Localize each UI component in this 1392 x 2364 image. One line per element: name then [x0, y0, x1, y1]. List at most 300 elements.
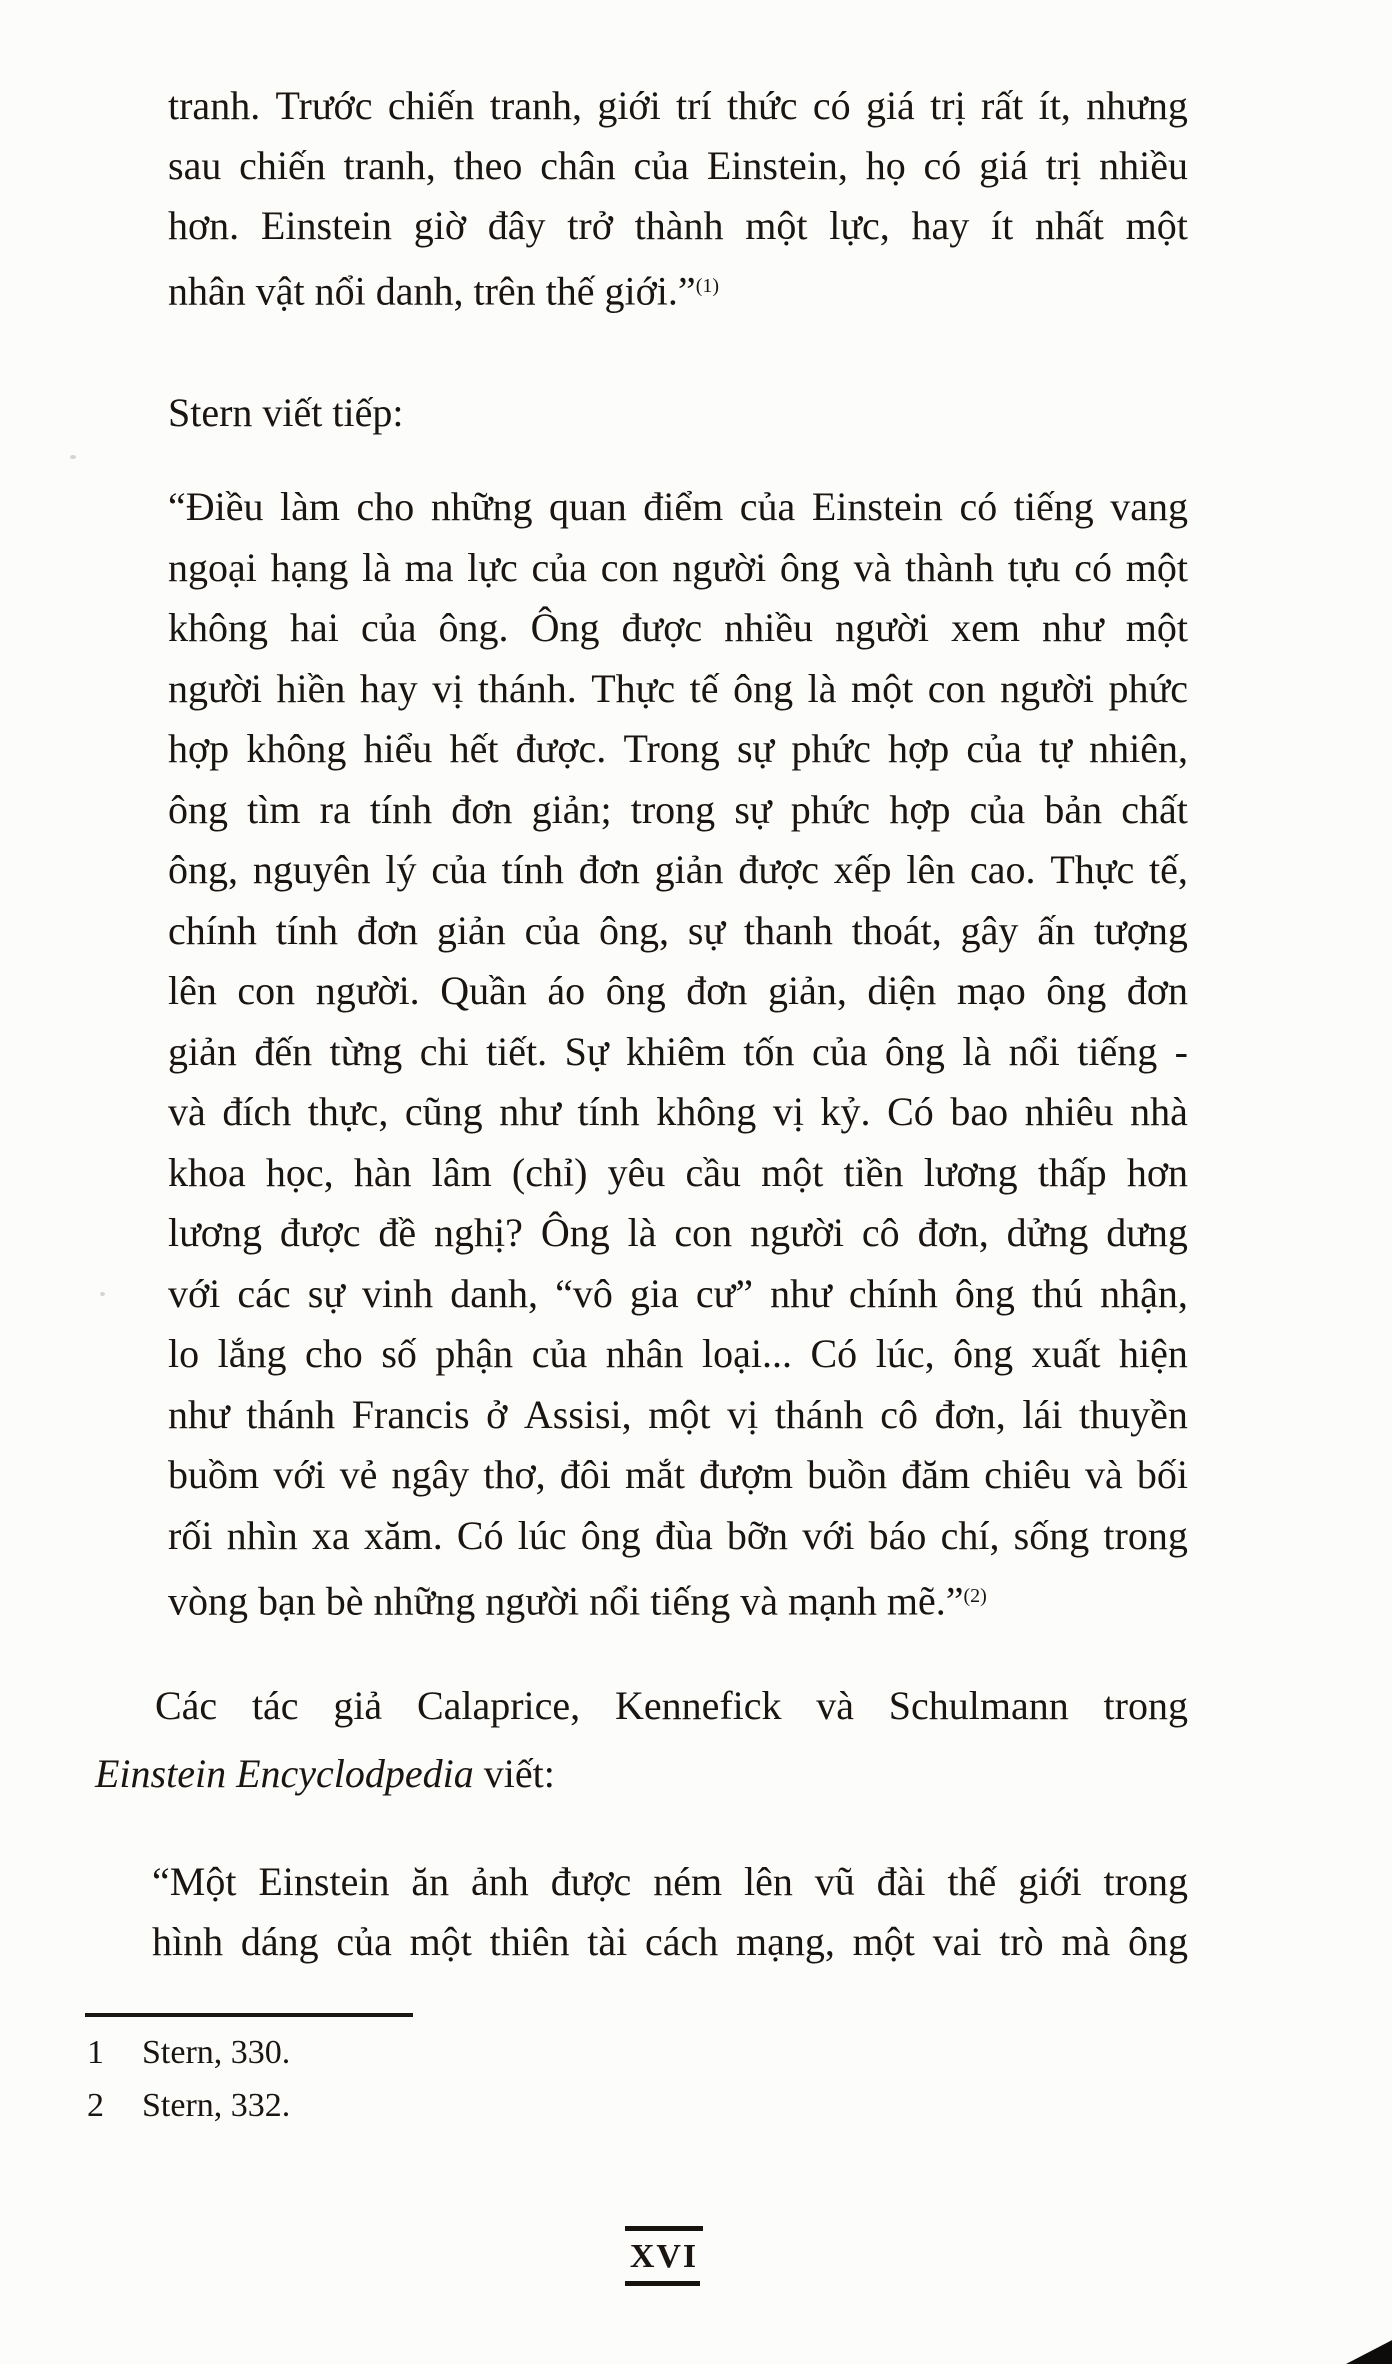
page-number-block [625, 2226, 703, 2286]
word: người [750, 1210, 845, 1255]
word: sự [687, 907, 726, 953]
text-line [168, 477, 1188, 538]
word: là [962, 1028, 992, 1074]
word: danh, [450, 1270, 538, 1316]
text-line [168, 383, 1188, 443]
footnote-text: Stern, 332. [142, 2087, 291, 2124]
word: con [927, 665, 986, 711]
word: quan [549, 484, 627, 529]
scan-speck [100, 1292, 105, 1296]
word: của [524, 907, 581, 953]
word: vinh [362, 1270, 434, 1316]
word: chân [540, 143, 616, 188]
scan-speck [70, 455, 76, 459]
word: lực [467, 544, 518, 590]
word: có [812, 83, 851, 128]
word: một [409, 1919, 472, 1964]
word: sự [736, 726, 775, 771]
word: cho [356, 484, 415, 529]
word: như [770, 1270, 832, 1316]
word: Có [456, 1512, 504, 1558]
word: vang [1110, 484, 1188, 529]
word: một [851, 665, 914, 711]
word: tranh, [489, 83, 582, 128]
word: lương [168, 1210, 262, 1255]
word: ngoại [168, 544, 257, 590]
word: rất [981, 83, 1024, 128]
word: đượm [699, 1452, 794, 1497]
word: Einstein [260, 203, 392, 248]
text-segment: Einstein Encyclodpedia [95, 1751, 474, 1796]
text-line [168, 1385, 1188, 1446]
word: của [966, 726, 1022, 771]
word: ông [168, 786, 228, 832]
word: Quần [440, 968, 527, 1013]
word: ảnh [471, 1859, 529, 1904]
word: của [739, 484, 796, 529]
text-line [168, 1445, 1188, 1506]
word: chiêu [984, 1452, 1071, 1497]
word: một [852, 1919, 915, 1964]
word: mạng, [736, 1919, 835, 1964]
word: Schulmann [888, 1683, 1069, 1728]
text-line [168, 840, 1188, 901]
word: gây [960, 907, 1019, 953]
word: một [1125, 544, 1188, 590]
word: được [279, 1210, 361, 1255]
text-segment: vòng bạn bè những người nổi tiếng và mạnh mẽ.” [168, 1578, 964, 1624]
word: Các [155, 1683, 218, 1728]
word: như [168, 1391, 230, 1437]
footnote [87, 2026, 787, 2079]
word: ma [404, 544, 454, 590]
word: ông [779, 544, 840, 590]
word: hợp [889, 786, 951, 832]
footnote-marker: (2) [963, 1585, 987, 1607]
word: con [674, 1210, 733, 1255]
word: thánh [246, 1391, 336, 1437]
word: đơn [451, 786, 513, 832]
word: là [807, 665, 837, 711]
word: và [1084, 1452, 1123, 1497]
word: dáng [240, 1919, 319, 1964]
word: và [853, 544, 892, 590]
word: thành [905, 544, 994, 590]
word: buồm [168, 1452, 260, 1497]
word: loại... [702, 1331, 792, 1376]
word: ra [319, 786, 351, 832]
word: “vô [555, 1270, 613, 1316]
word: ông, [599, 907, 670, 953]
word: vị [772, 1089, 804, 1134]
word: con [600, 544, 659, 590]
word: được. [515, 726, 607, 771]
word: hay [911, 203, 970, 248]
word: trong [1103, 1512, 1188, 1558]
word: đây [487, 203, 546, 248]
text-line [168, 1022, 1188, 1083]
word: Có [887, 1089, 934, 1134]
word: bản [1044, 786, 1103, 832]
word: trong [1103, 1683, 1188, 1728]
word: mà [1061, 1919, 1111, 1964]
word: nhận, [1100, 1270, 1188, 1316]
word: nhiều [724, 605, 814, 650]
page-number: XVI [629, 2238, 699, 2275]
word: Assisi, [523, 1391, 632, 1437]
word: mạo [956, 968, 1026, 1013]
word: mắt [624, 1452, 685, 1497]
footnote-marker: (1) [695, 275, 720, 297]
word: Einstein [258, 1859, 390, 1904]
word: người [835, 605, 930, 650]
word: giản [436, 907, 506, 953]
word: hình [152, 1919, 224, 1964]
word: của [969, 786, 1026, 832]
word: Kennefick [614, 1683, 782, 1728]
paragraph-authors [95, 1672, 1188, 1808]
word: dửng [1006, 1210, 1089, 1255]
word: một [1125, 605, 1188, 650]
text-line [168, 76, 1188, 136]
word: phức [791, 726, 871, 771]
word: hàn [353, 1149, 412, 1195]
text-segment: nhân vật nổi danh, trên thế giới.” [168, 268, 696, 314]
word: ông [1046, 968, 1107, 1013]
word: xếp [833, 847, 892, 892]
word: các [237, 1270, 291, 1316]
word: Sự [564, 1028, 609, 1074]
word: vũ [814, 1859, 855, 1904]
word: “Điều [168, 484, 264, 529]
paragraph-stern-intro [168, 383, 1188, 443]
word: đài [876, 1859, 926, 1904]
word: đề [378, 1210, 417, 1255]
word: xa [311, 1512, 350, 1558]
text-line [168, 1264, 1188, 1325]
text-line [168, 1082, 1188, 1143]
word: tế, [1149, 847, 1188, 892]
word: ít [991, 203, 1014, 248]
word: tính [275, 907, 338, 953]
word: vẻ [339, 1452, 378, 1497]
word: Thực [1050, 847, 1135, 892]
word: tốn [743, 1028, 795, 1074]
word: Trong [623, 726, 720, 771]
word: thơ, [483, 1452, 546, 1497]
word: Thực [591, 665, 676, 711]
text-line [168, 538, 1188, 599]
word: giới [597, 83, 661, 128]
word: giá [979, 143, 1028, 188]
word: giản [168, 1028, 237, 1074]
word: thuyền [1078, 1391, 1188, 1437]
text-line [168, 780, 1188, 841]
word: phức [790, 786, 871, 832]
word: tranh. [168, 83, 261, 128]
paragraph-quote-continuation [168, 76, 1188, 316]
word: vị [727, 1391, 759, 1437]
word: nhìn [226, 1512, 298, 1558]
word: trị [930, 83, 966, 128]
word: tính [501, 847, 564, 892]
word: lực, [829, 203, 890, 248]
folio-rule-bottom [625, 2281, 700, 2286]
text-line [168, 196, 1188, 256]
word: sau [168, 143, 222, 188]
word: đơn [686, 968, 748, 1013]
word: hết [449, 726, 499, 771]
word: ít, [1038, 83, 1071, 128]
word: thánh. [477, 665, 577, 711]
word: xem [951, 605, 1020, 650]
word: kỷ. [820, 1089, 871, 1134]
word: đến [254, 1028, 313, 1074]
word: của [431, 847, 487, 892]
word: giản; [531, 786, 612, 832]
word: đích [222, 1089, 292, 1134]
word: sống [1013, 1512, 1090, 1558]
word: nghị? [434, 1210, 523, 1255]
text-line [168, 1143, 1188, 1204]
word: với [168, 1270, 221, 1316]
word: như [1042, 605, 1104, 650]
word: cao. [970, 847, 1036, 892]
word: buồn [807, 1452, 888, 1497]
word: con [237, 968, 296, 1013]
word: ấn [1037, 907, 1076, 953]
word: trí [676, 83, 712, 128]
word: hơn [1126, 1149, 1188, 1195]
word: tượng [1093, 907, 1188, 953]
word: cách [645, 1919, 719, 1964]
word: của [531, 1331, 588, 1376]
word: hiểu [363, 726, 433, 771]
word: một [761, 1149, 824, 1195]
word: hay [359, 665, 418, 711]
word: tựu [1007, 544, 1061, 590]
word: lên [168, 968, 217, 1013]
word: ở [486, 1391, 508, 1437]
text-line [168, 1506, 1188, 1567]
word: người [168, 665, 262, 711]
text-line [168, 719, 1188, 780]
word: tính [369, 786, 433, 832]
word: theo [453, 143, 523, 188]
word: của [336, 1919, 392, 1964]
word: nhiêu [1024, 1089, 1114, 1134]
word: hiền [276, 665, 346, 711]
word: chiến [387, 83, 475, 128]
word: ném [653, 1859, 723, 1904]
word: (chỉ) [511, 1149, 588, 1195]
word: tiếng [1077, 1028, 1158, 1074]
word: lý [385, 847, 417, 892]
word: giản, [767, 968, 847, 1013]
blockquote-stern [168, 477, 1188, 1627]
word: tự [1039, 726, 1072, 771]
word: có [1074, 544, 1112, 590]
word: “Một [152, 1859, 237, 1904]
word: tác [251, 1683, 299, 1728]
word: diện [867, 968, 937, 1013]
word: ăn [411, 1859, 450, 1904]
word: lúc, [875, 1331, 935, 1376]
word: bối [1136, 1452, 1188, 1497]
word: giản [654, 847, 724, 892]
word: học, [265, 1149, 334, 1195]
text-line [168, 1324, 1188, 1385]
word: chất [1121, 786, 1188, 832]
word: nhất [1035, 203, 1104, 248]
word: và [168, 1089, 206, 1134]
word: lên [906, 847, 956, 892]
word: của [531, 544, 588, 590]
word: ông [1127, 1919, 1188, 1964]
word: bỡn [726, 1512, 789, 1558]
word: vai [932, 1919, 982, 1964]
footnote-text: Stern, 330. [142, 2034, 291, 2071]
word: báo [868, 1512, 927, 1558]
word: từng [329, 1028, 403, 1074]
word: được [550, 1859, 632, 1904]
word: người. [315, 968, 420, 1013]
word: chiến [239, 143, 326, 188]
word: cô [880, 1391, 919, 1437]
text-line [95, 1672, 1188, 1740]
word: là [362, 544, 391, 590]
word: ông [884, 1028, 945, 1074]
word: cầu [685, 1149, 742, 1195]
word: số [381, 1331, 417, 1376]
word: ông [605, 968, 666, 1013]
word: nhà [1130, 1089, 1188, 1134]
word: Einstein [811, 484, 943, 529]
footnote [87, 2079, 787, 2132]
word: lúc [517, 1512, 567, 1558]
word: lái [1022, 1391, 1063, 1437]
word: Trước [275, 83, 373, 128]
word: với [273, 1452, 326, 1497]
word: tranh, [343, 143, 436, 188]
word: họ [865, 143, 906, 188]
word: chính [168, 907, 257, 953]
footnote-divider-rule [85, 2013, 413, 2017]
word: tìm [247, 786, 301, 832]
word: điểm [643, 484, 724, 529]
text-line [168, 961, 1188, 1022]
word: Einstein, [706, 143, 848, 188]
word: hai [290, 605, 339, 650]
word: hạng [270, 544, 349, 590]
text-line [95, 1740, 1188, 1808]
word: không [656, 1089, 757, 1134]
word: có [959, 484, 998, 529]
word: giả [333, 1683, 383, 1728]
text-line [168, 1203, 1188, 1264]
word: phận [435, 1331, 514, 1376]
word: thiên [489, 1919, 570, 1964]
word: của [633, 143, 690, 188]
word: sự [307, 1270, 345, 1316]
word: tiền [843, 1149, 904, 1195]
word: lên [743, 1859, 793, 1904]
word: thành [634, 203, 724, 248]
word: lo [168, 1331, 200, 1376]
word: bao [950, 1089, 1009, 1134]
word: sự [734, 786, 772, 832]
word: đơn, [917, 1210, 989, 1255]
word: thú [1031, 1270, 1084, 1316]
word: nổi [1008, 1028, 1060, 1074]
blockquote-encyclopedia [152, 1852, 1188, 1972]
text-line [152, 1852, 1188, 1912]
word: ông [733, 665, 794, 711]
word: không [168, 605, 268, 650]
word: yêu [607, 1149, 666, 1195]
word: thực, [307, 1089, 389, 1134]
word: nhiều [1099, 143, 1188, 188]
word: người [672, 544, 767, 590]
word: một [745, 203, 808, 248]
text-line [168, 136, 1188, 196]
word: cũng [404, 1089, 483, 1134]
word: có [923, 143, 962, 188]
word: thế [947, 1859, 997, 1904]
word: Ông [540, 1210, 610, 1255]
word: đơn [356, 907, 419, 953]
word: cho [305, 1331, 363, 1376]
word: như [499, 1089, 561, 1134]
word: nhưng [1086, 83, 1188, 128]
word: lắng [217, 1331, 287, 1376]
word: trong [1103, 1859, 1188, 1904]
text-line [168, 1566, 1188, 1627]
word: được [621, 605, 703, 650]
text-line [168, 598, 1188, 659]
word: ông [954, 1270, 1015, 1316]
word: Calaprice, [416, 1683, 581, 1728]
text-line [168, 256, 1188, 316]
word: thánh [774, 1391, 864, 1437]
word: một [1125, 203, 1188, 248]
word: không [246, 726, 347, 771]
word: được [738, 847, 819, 892]
word: là [627, 1210, 657, 1255]
word: giờ [413, 203, 467, 248]
word: khiêm [625, 1028, 726, 1074]
word: đùa [654, 1512, 713, 1558]
word: đăm [901, 1452, 971, 1497]
word: tiết. [486, 1028, 548, 1074]
footnote-number: 1 [87, 2034, 104, 2071]
word: vị [432, 665, 464, 711]
word: Có [810, 1331, 858, 1376]
word: tài [587, 1919, 628, 1964]
word: dưng [1106, 1210, 1188, 1255]
word: chi [419, 1028, 469, 1074]
word: nhiên, [1089, 726, 1188, 771]
page-corner-mark [1346, 2338, 1392, 2364]
word: hiện [1119, 1331, 1188, 1376]
word: ông, [168, 847, 238, 892]
word: ngây [391, 1452, 470, 1497]
word: người [1000, 665, 1095, 711]
word: ông [953, 1331, 1014, 1376]
word: cư” [695, 1270, 754, 1316]
word: của [811, 1028, 868, 1074]
word: giới [1018, 1859, 1082, 1904]
